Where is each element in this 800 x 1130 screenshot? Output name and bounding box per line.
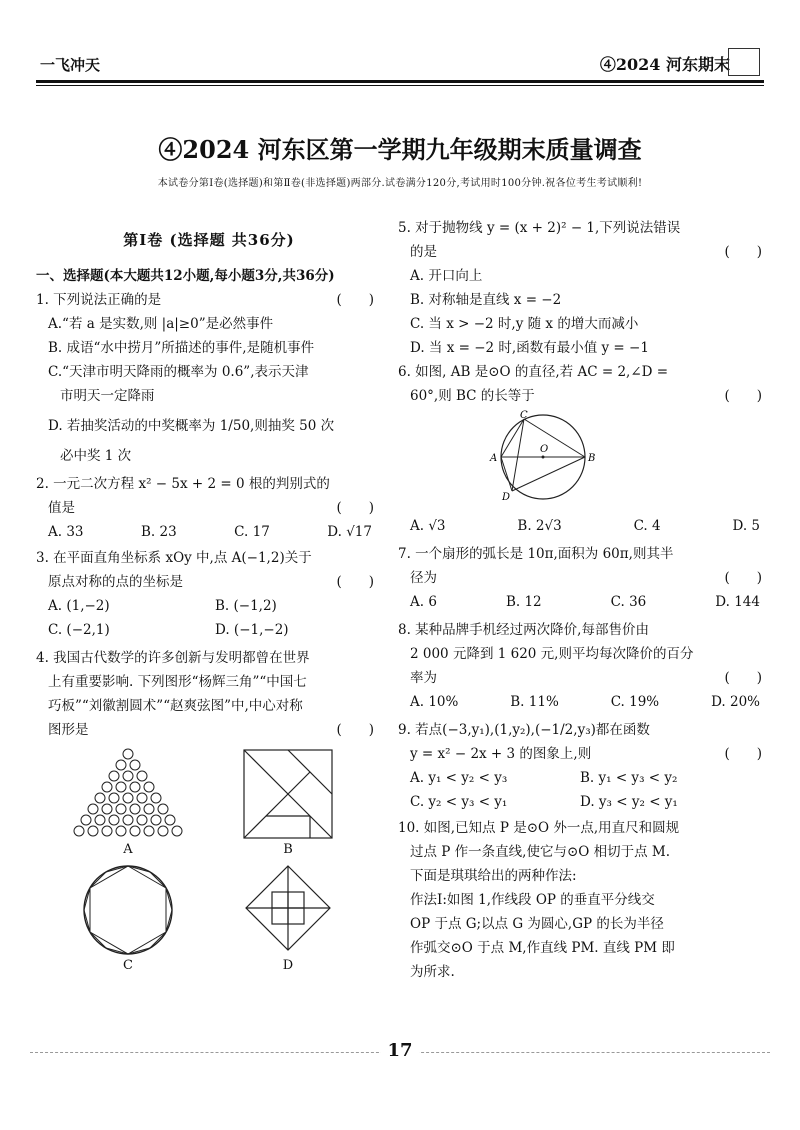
option-d: D. 若抽奖活动的中奖概率为 1/50,则抽奖 50 次 bbox=[48, 418, 335, 434]
option-b: B. y₁ < y₃ < y₂ bbox=[580, 770, 678, 786]
question-stem-cont: 上有重要影响. 下列图形“杨辉三角”“中国七 bbox=[48, 674, 307, 690]
option-a: A. 10% bbox=[410, 694, 459, 710]
option-c: C. 4 bbox=[633, 518, 661, 534]
option-b: B. 12 bbox=[505, 594, 542, 610]
point-label-b: B bbox=[588, 453, 596, 464]
point-label-a: A bbox=[490, 453, 498, 464]
option-d: D. 当 x = −2 时,函数有最小值 y = −1 bbox=[410, 340, 649, 356]
liuhui-circle-icon bbox=[78, 862, 178, 958]
question-stem: 3. 在平面直角坐标系 xOy 中,点 A(−1,2)关于 bbox=[36, 550, 312, 566]
question-7 bbox=[398, 542, 770, 614]
section-heading: 一、选择题(本大题共12小题,每小题3分,共36分) bbox=[36, 268, 335, 284]
brand-label: 一飞冲天 bbox=[40, 56, 101, 74]
answer-paren: ( ) bbox=[336, 574, 374, 590]
question-stem: 4. 我国古代数学的许多创新与发明都曾在世界 bbox=[36, 650, 310, 666]
option-b: B. 对称轴是直线 x = −2 bbox=[410, 292, 562, 308]
option-d: D. 5 bbox=[732, 518, 760, 534]
question-stem-cont: 原点对称的点的坐标是 bbox=[48, 574, 183, 590]
option-c: C. y₂ < y₃ < y₁ bbox=[410, 794, 508, 810]
section-title: 第Ⅰ卷 (选择题 共36分) bbox=[123, 231, 295, 249]
question-stem-cont: 值是 bbox=[48, 500, 75, 516]
question-stem-cont: 径为 bbox=[410, 570, 437, 586]
answer-paren: ( ) bbox=[336, 500, 374, 516]
point-label-o: O bbox=[540, 444, 549, 455]
option-c: C. 17 bbox=[234, 524, 270, 540]
option-a: A. 6 bbox=[410, 594, 437, 610]
figure-liuhui-circle bbox=[48, 862, 208, 978]
option-a: A. (1,−2) bbox=[48, 598, 110, 614]
option-d: D. √17 bbox=[327, 524, 372, 540]
question-stem-cont: OP 于点 G;以点 G 为圆心,GP 的长为半径 bbox=[410, 916, 664, 932]
option-a: A. √3 bbox=[410, 518, 446, 534]
option-b: B. 成语“水中捞月”所描述的事件,是随机事件 bbox=[48, 340, 315, 356]
question-stem: 10. 如图,已知点 P 是⊙O 外一点,用直尺和圆规 bbox=[398, 820, 680, 836]
option-c: C. 36 bbox=[610, 594, 647, 610]
figure-label-b: B bbox=[283, 842, 293, 857]
question-stem: 5. 对于抛物线 y = (x + 2)² − 1,下列说法错误 bbox=[398, 220, 681, 236]
option-c: C. (−2,1) bbox=[48, 622, 110, 638]
header-divider-thin bbox=[36, 85, 764, 86]
header-divider bbox=[36, 80, 764, 83]
zhaoshuang-diagram-icon bbox=[238, 862, 338, 958]
question-stem-cont: 过点 P 作一条直线,使它与⊙O 相切于点 M. bbox=[410, 844, 671, 860]
option-c: C. 当 x > −2 时,y 随 x 的增大而减小 bbox=[410, 316, 639, 332]
answer-paren: ( ) bbox=[724, 746, 762, 762]
question-stem: 9. 若点(−3,y₁),(1,y₂),(−1/2,y₃)都在函数 bbox=[398, 722, 650, 738]
exam-instructions: 本试卷分第Ⅰ卷(选择题)和第Ⅱ卷(非选择题)两部分.试卷满分120分,考试用时100分钟.祝各位考生考试顺利! bbox=[157, 178, 643, 189]
option-c: C.“天津市明天降雨的概率为 0.6”,表示天津 bbox=[48, 364, 309, 380]
left-column bbox=[36, 226, 382, 978]
question-stem: 7. 一个扇形的弧长是 10π,面积为 60π,则其半 bbox=[398, 546, 674, 562]
option-b: B. 23 bbox=[141, 524, 177, 540]
option-a: A.“若 a 是实数,则 |a|≥0”是必然事件 bbox=[48, 316, 274, 332]
option-d: D. 144 bbox=[715, 594, 760, 610]
option-d: D. y₃ < y₂ < y₁ bbox=[580, 794, 678, 810]
question-stem-cont: 60°,则 BC 的长等于 bbox=[410, 388, 535, 404]
option-b: B. 11% bbox=[510, 694, 559, 710]
question-stem-cont: 2 000 元降到 1 620 元,则平均每次降价的百分 bbox=[410, 646, 694, 662]
answer-paren: ( ) bbox=[724, 670, 762, 686]
answer-paren: ( ) bbox=[724, 570, 762, 586]
option-d: D. 20% bbox=[711, 694, 760, 710]
question-stem-cont: 为所求. bbox=[410, 964, 455, 980]
figure-label-d: D bbox=[282, 958, 294, 973]
answer-paren: ( ) bbox=[724, 388, 762, 404]
figure-label-a: A bbox=[123, 842, 133, 857]
tangram-icon bbox=[240, 746, 336, 842]
question-9 bbox=[398, 718, 770, 814]
figure-tangram bbox=[208, 746, 368, 862]
question-stem: 6. 如图, AB 是⊙O 的直径,若 AC = 2,∠D = bbox=[398, 364, 669, 380]
question-stem: 1. 下列说法正确的是 bbox=[36, 292, 162, 308]
option-d-cont: 必中奖 1 次 bbox=[60, 448, 132, 464]
question-stem-cont: 下面是琪琪给出的两种作法: bbox=[410, 868, 577, 884]
question-stem-cont: 作法Ⅰ:如图 1,作线段 OP 的垂直平分线交 bbox=[410, 892, 655, 908]
option-c-cont: 市明天一定降雨 bbox=[60, 388, 155, 404]
exam-series-label: ④2024 河东期末 bbox=[599, 55, 730, 74]
question-1 bbox=[36, 288, 382, 468]
question-stem-cont: 作弧交⊙O 于点 M,作直线 PM. 直线 PM 即 bbox=[410, 940, 675, 956]
right-column bbox=[398, 216, 770, 984]
yanghui-triangle-icon bbox=[58, 746, 198, 842]
answer-paren: ( ) bbox=[336, 292, 374, 308]
option-a: A. 开口向上 bbox=[410, 268, 483, 284]
question-8 bbox=[398, 618, 770, 714]
page-title: ④2024 河东区第一学期九年级期末质量调查 bbox=[158, 135, 642, 164]
question-3 bbox=[36, 546, 382, 642]
publisher-logo-icon bbox=[728, 48, 760, 76]
option-a: A. y₁ < y₂ < y₃ bbox=[410, 770, 508, 786]
question-stem: 8. 某种品牌手机经过两次降价,每部售价由 bbox=[398, 622, 649, 638]
question-4 bbox=[36, 646, 382, 978]
question-stem-cont: 图形是 bbox=[48, 722, 89, 738]
point-label-d: D bbox=[502, 492, 511, 503]
answer-paren: ( ) bbox=[724, 244, 762, 260]
figure-label-c: C bbox=[123, 958, 133, 973]
question-stem-cont: y = x² − 2x + 3 的图象上,则 bbox=[410, 746, 592, 762]
option-d: D. (−1,−2) bbox=[215, 622, 289, 638]
point-label-c: C bbox=[520, 410, 528, 421]
page-number bbox=[0, 1040, 800, 1061]
figure-yanghui-triangle bbox=[48, 746, 208, 862]
question-10 bbox=[398, 816, 770, 984]
question-6 bbox=[398, 360, 770, 538]
option-b: B. (−1,2) bbox=[215, 598, 277, 614]
question-2 bbox=[36, 472, 382, 544]
figure-grid bbox=[48, 746, 368, 978]
question-stem-cont: 率为 bbox=[410, 670, 437, 686]
answer-paren: ( ) bbox=[336, 722, 374, 738]
circle-geometry-figure bbox=[468, 410, 618, 504]
circle-diagram bbox=[468, 410, 770, 512]
question-stem: 2. 一元二次方程 x² − 5x + 2 = 0 根的判别式的 bbox=[36, 476, 330, 492]
question-stem-cont: 巧板”“刘徽割圆术”“赵爽弦图”中,中心对称 bbox=[48, 698, 303, 714]
page-number-text: 17 bbox=[381, 1040, 418, 1061]
option-a: A. 33 bbox=[48, 524, 84, 540]
option-b: B. 2√3 bbox=[517, 518, 562, 534]
figure-zhaoshuang bbox=[208, 862, 368, 978]
question-stem-cont: 的是 bbox=[410, 244, 437, 260]
option-c: C. 19% bbox=[610, 694, 660, 710]
question-5 bbox=[398, 216, 770, 360]
